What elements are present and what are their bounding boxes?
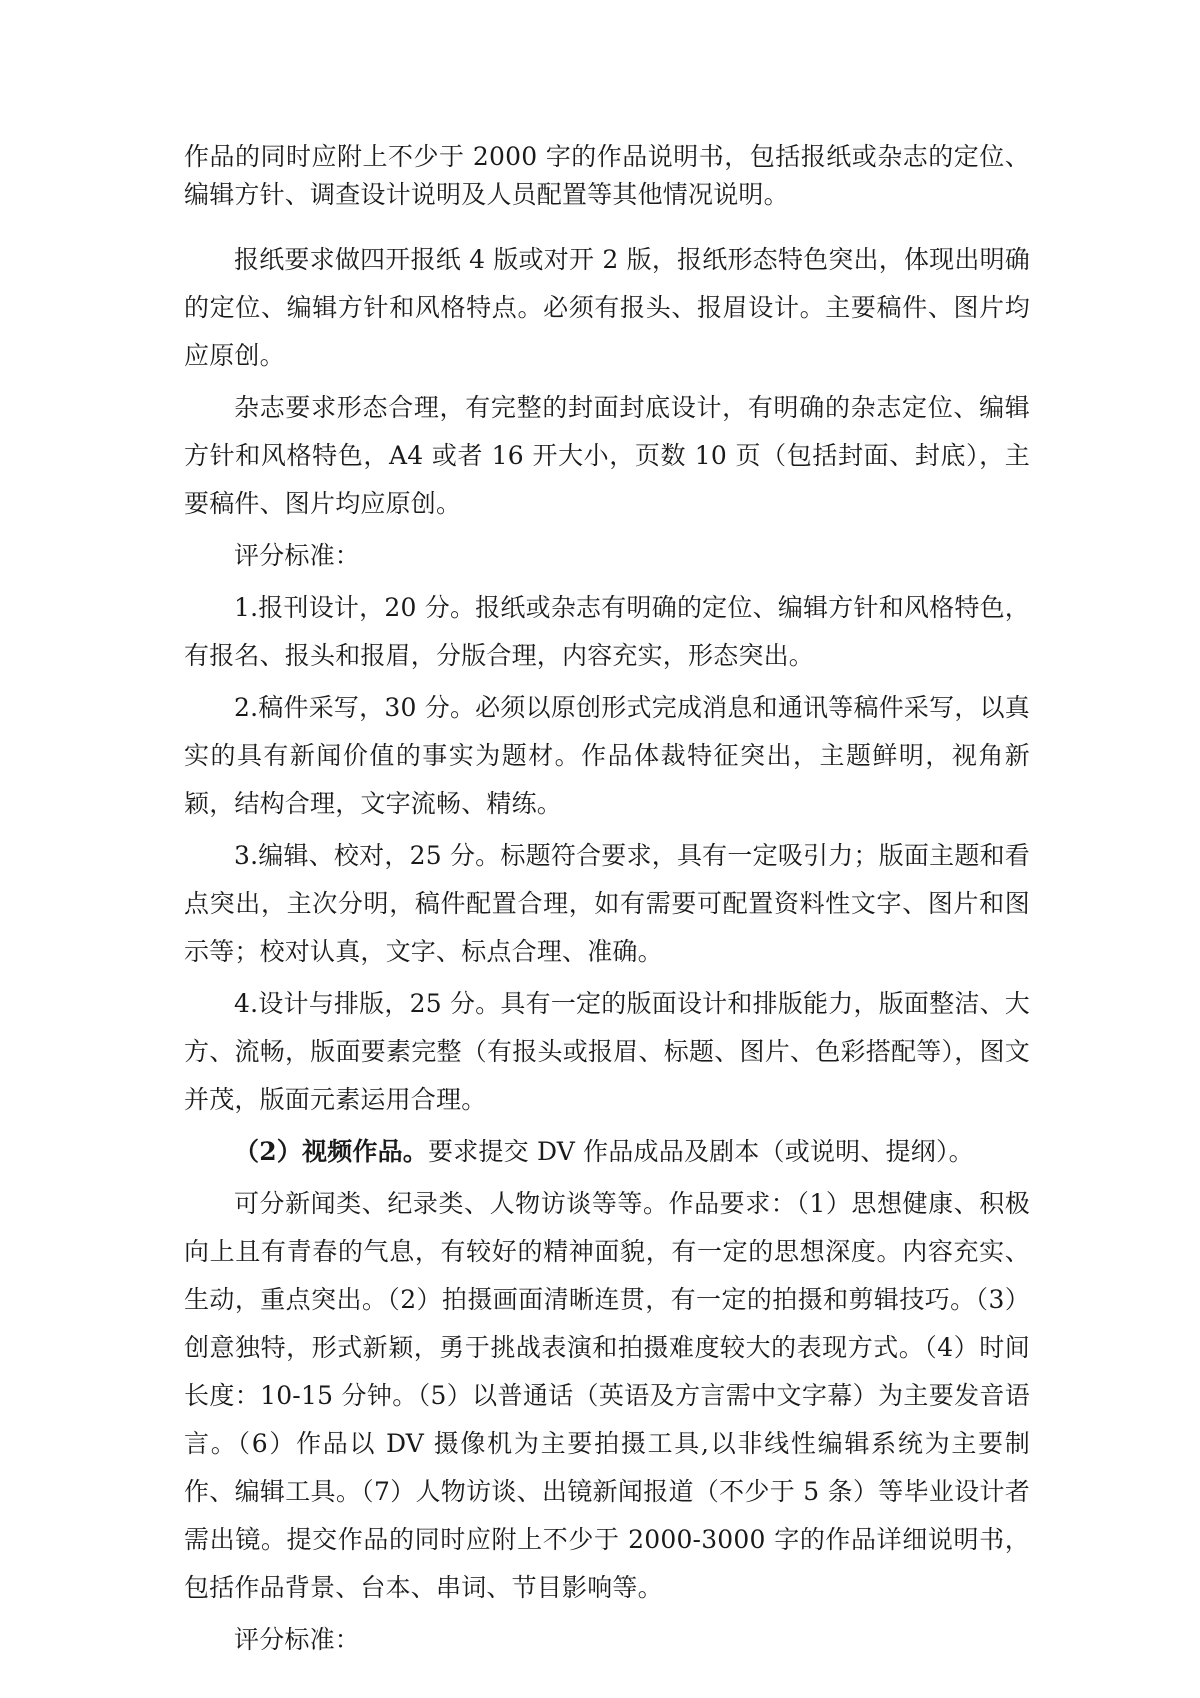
paragraph-score-item-4: 4.设计与排版，25 分。具有一定的版面设计和排版能力，版面整洁、大方、流畅，版面要素完整（有报头或报眉、标题、图片、色彩搭配等），图文并茂，版面元素运用合理。: [184, 989, 1030, 1114]
document-body: [184, 138, 1030, 1664]
paragraph-newspaper-requirements: 报纸要求做四开报纸 4 版或对开 2 版，报纸形态特色突出，体现出明确的定位、编辑方针和风格特点。必须有报头、报眉设计。主要稿件、图片均应原创。: [184, 245, 1030, 370]
paragraph-magazine-requirements: 杂志要求形态合理，有完整的封面封底设计，有明确的杂志定位、编辑方针和风格特色，A4 或者 16 开大小，页数 10 页（包括封面、封底），主要稿件、图片均应原创。: [184, 393, 1030, 518]
paragraph-video-requirements: 可分新闻类、纪录类、人物访谈等等。作品要求：（1）思想健康、积极向上且有青春的气息，有较好的精神面貌，有一定的思想深度。内容充实、生动，重点突出。（2）拍摄画面清晰连贯，有一定的拍摄和剪辑技巧。（3）创意独特，形式新颖，勇于挑战表演和拍摄难度较大的表现方式。（4）时间长度：10-15 分钟。（5）以普通话（英语及方言需中文字幕）为主要发音语言。（6）作品以 DV 摄像机为主要拍摄工具,以非线性编辑系统为主要制作、编辑工具。（7）人物访谈、出镜新闻报道（不少于 5 条）等毕业设计者需出镜。提交作品的同时应附上不少于 2000-3000 字的作品详细说明书，包括作品背景、台本、串词、节目影响等。: [184, 1189, 1030, 1602]
paragraph-score-item-2: 2.稿件采写，30 分。必须以原创形式完成消息和通讯等稿件采写，以真实的具有新闻价值的事实为题材。作品体裁特征突出，主题鲜明，视角新颖，结构合理，文字流畅、精练。: [184, 693, 1030, 818]
video-section-requirement: 要求提交 DV 作品成品及剧本（或说明、提纲）。: [428, 1137, 974, 1166]
paragraph-video-heading: [184, 1128, 1030, 1176]
video-section-title: （2）视频作品。: [234, 1137, 428, 1166]
paragraph-intro: 作品的同时应附上不少于 2000 字的作品说明书，包括报纸或杂志的定位、编辑方针、调查设计说明及人员配置等其他情况说明。: [184, 142, 1030, 209]
paragraph-scoring-heading: 评分标准：: [234, 541, 361, 570]
paragraph-video-scoring-heading: 评分标准：: [234, 1625, 361, 1654]
paragraph-score-item-1: 1.报刊设计，20 分。报纸或杂志有明确的定位、编辑方针和风格特色，有报名、报头和报眉，分版合理，内容充实，形态突出。: [184, 593, 1030, 670]
paragraph-score-item-3: 3.编辑、校对，25 分。标题符合要求，具有一定吸引力；版面主题和看点突出，主次分明，稿件配置合理，如有需要可配置资料性文字、图片和图示等；校对认真，文字、标点合理、准确。: [184, 841, 1030, 966]
